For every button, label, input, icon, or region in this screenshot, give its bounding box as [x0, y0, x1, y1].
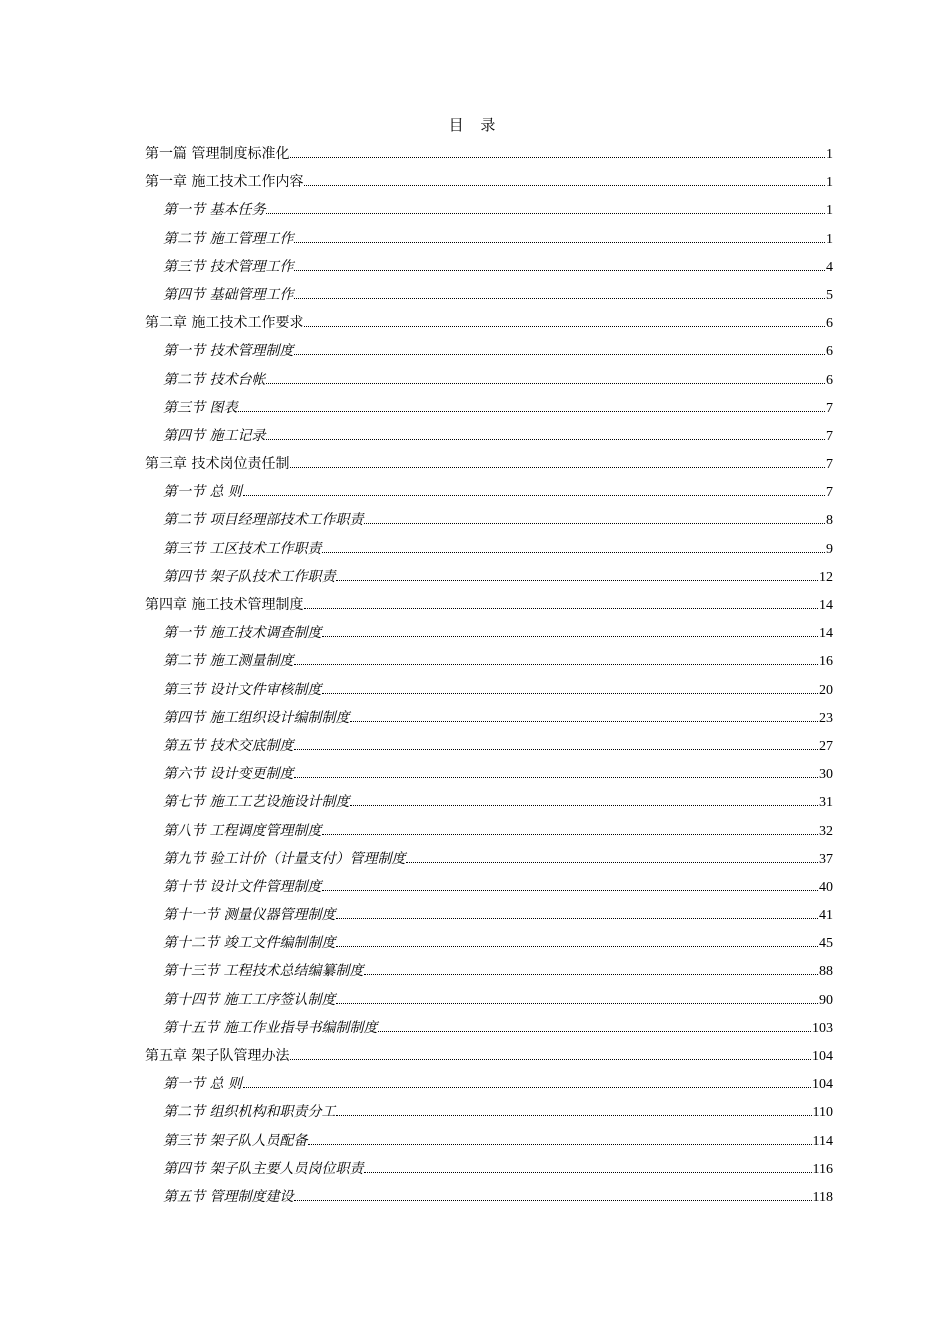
- dot-leader: [294, 354, 825, 355]
- toc-entry-label: 第六节 设计变更制度: [163, 766, 294, 783]
- dot-leader: [304, 185, 825, 186]
- toc-entry-page-number: 9: [826, 541, 833, 557]
- dot-leader: [238, 411, 825, 412]
- toc-entry-section[interactable]: [145, 196, 833, 224]
- toc-entry-label: 第三章 技术岗位责任制: [145, 456, 290, 473]
- toc-entry-label: 第二节 组织机构和职责分工: [163, 1104, 336, 1121]
- toc-entry-label: 第四节 施工组织设计编制制度: [163, 709, 350, 726]
- toc-entry-section[interactable]: [145, 394, 833, 422]
- toc-entry-label: 第二节 施工测量制度: [163, 653, 294, 670]
- dot-leader: [243, 1087, 811, 1088]
- toc-entry-page-number: 1: [826, 203, 833, 219]
- toc-entry-page-number: 41: [819, 908, 833, 924]
- toc-entry-page-number: 90: [819, 992, 833, 1008]
- dot-leader: [294, 777, 818, 778]
- toc-entry-page-number: 6: [826, 372, 833, 388]
- toc-entry-page-number: 37: [819, 851, 833, 867]
- toc-entry-chapter[interactable]: [145, 168, 833, 196]
- toc-list: [145, 140, 833, 1211]
- toc-entry-page-number: 14: [819, 626, 833, 642]
- toc-entry-section[interactable]: [145, 1155, 833, 1183]
- toc-entry-label: 第三节 图表: [163, 399, 238, 416]
- toc-entry-label: 第一节 总 则: [163, 484, 242, 501]
- toc-entry-section[interactable]: [145, 760, 833, 788]
- dot-leader: [378, 1031, 811, 1032]
- toc-entry-label: 第一节 技术管理制度: [163, 343, 294, 360]
- toc-entry-section[interactable]: [145, 1098, 833, 1126]
- toc-title: 目 录: [448, 116, 502, 134]
- dot-leader: [364, 1172, 811, 1173]
- toc-entry-label: 第三节 技术管理工作: [163, 258, 294, 275]
- toc-entry-page-number: 20: [819, 682, 833, 698]
- dot-leader: [336, 1115, 811, 1116]
- toc-entry-label: 第三节 架子队人员配备: [163, 1132, 308, 1149]
- toc-entry-page-number: 7: [826, 485, 833, 501]
- toc-entry-section[interactable]: [145, 253, 833, 281]
- dot-leader: [266, 383, 825, 384]
- toc-entry-section[interactable]: [145, 337, 833, 365]
- dot-leader: [290, 157, 825, 158]
- dot-leader: [294, 1200, 811, 1201]
- toc-entry-page-number: 7: [826, 428, 833, 444]
- toc-entry-label: 第二章 施工技术工作要求: [145, 315, 304, 332]
- toc-entry-label: 第二节 项目经理部技术工作职责: [163, 512, 364, 529]
- toc-entry-section[interactable]: [145, 704, 833, 732]
- toc-entry-page-number: 45: [819, 936, 833, 952]
- toc-entry-label: 第十节 设计文件管理制度: [163, 878, 322, 895]
- dot-leader: [304, 326, 825, 327]
- toc-entry-label: 第五节 技术交底制度: [163, 737, 294, 754]
- toc-entry-chapter[interactable]: [145, 309, 833, 337]
- dot-leader: [336, 580, 818, 581]
- toc-entry-chapter[interactable]: [145, 450, 833, 478]
- dot-leader: [322, 834, 818, 835]
- toc-entry-section[interactable]: [145, 929, 833, 957]
- toc-entry-section[interactable]: [145, 506, 833, 534]
- toc-entry-section[interactable]: [145, 732, 833, 760]
- toc-entry-label: 第四节 架子队主要人员岗位职责: [163, 1160, 364, 1177]
- toc-entry-section[interactable]: [145, 619, 833, 647]
- toc-entry-page-number: 7: [826, 400, 833, 416]
- dot-leader: [290, 1059, 811, 1060]
- toc-entry-section[interactable]: [145, 845, 833, 873]
- toc-entry-page-number: 27: [819, 738, 833, 754]
- toc-entry-section[interactable]: [145, 422, 833, 450]
- dot-leader: [243, 495, 825, 496]
- dot-leader: [308, 1144, 811, 1145]
- toc-entry-page-number: 1: [826, 231, 833, 247]
- dot-leader: [336, 946, 818, 947]
- toc-entry-label: 第七节 施工工艺设施设计制度: [163, 794, 350, 811]
- toc-entry-page-number: 110: [812, 1105, 833, 1121]
- toc-entry-page-number: 32: [819, 823, 833, 839]
- toc-entry-section[interactable]: [145, 817, 833, 845]
- toc-entry-section[interactable]: [145, 647, 833, 675]
- toc-entry-label: 第四节 架子队技术工作职责: [163, 568, 336, 585]
- toc-entry-section[interactable]: [145, 986, 833, 1014]
- toc-entry-label: 第一章 施工技术工作内容: [145, 174, 304, 191]
- toc-entry-page-number: 1: [826, 175, 833, 191]
- toc-entry-page-number: 103: [812, 1020, 833, 1036]
- toc-entry-section[interactable]: [145, 535, 833, 563]
- toc-entry-page-number: 118: [812, 1189, 833, 1205]
- dot-leader: [322, 693, 818, 694]
- toc-entry-page-number: 104: [812, 1077, 833, 1093]
- toc-entry-label: 第二节 技术台帐: [163, 371, 266, 388]
- toc-entry-label: 第八节 工程调度管理制度: [163, 822, 322, 839]
- dot-leader: [322, 890, 818, 891]
- toc-entry-label: 第十二节 竣工文件编制制度: [163, 935, 336, 952]
- toc-entry-label: 第五节 管理制度建设: [163, 1188, 294, 1205]
- toc-entry-section[interactable]: [145, 788, 833, 816]
- dot-leader: [294, 298, 825, 299]
- toc-entry-section[interactable]: [145, 225, 833, 253]
- toc-entry-label: 第十五节 施工作业指导书编制制度: [163, 1019, 378, 1036]
- toc-entry-section[interactable]: [145, 1070, 833, 1098]
- toc-entry-label: 第一节 施工技术调查制度: [163, 625, 322, 642]
- toc-entry-label: 第十一节 测量仪器管理制度: [163, 907, 336, 924]
- toc-entry-label: 第四章 施工技术管理制度: [145, 597, 304, 613]
- toc-entry-section[interactable]: [145, 1127, 833, 1155]
- toc-entry-section[interactable]: [145, 676, 833, 704]
- toc-entry-page-number: 7: [826, 457, 833, 473]
- dot-leader: [350, 721, 818, 722]
- dot-leader: [322, 552, 825, 553]
- toc-entry-chapter[interactable]: [145, 591, 833, 619]
- toc-entry-label: 第一节 基本任务: [163, 202, 266, 219]
- dot-leader: [336, 918, 818, 919]
- toc-entry-label: 第二节 施工管理工作: [163, 230, 294, 247]
- toc-entry-label: 第九节 验工计价（计量支付）管理制度: [163, 850, 406, 867]
- toc-entry-section[interactable]: [145, 366, 833, 394]
- toc-entry-section[interactable]: [145, 478, 833, 506]
- toc-entry-page-number: 5: [826, 287, 833, 303]
- dot-leader: [294, 242, 825, 243]
- toc-entry-section[interactable]: [145, 957, 833, 985]
- toc-entry-page-number: 14: [819, 598, 833, 613]
- toc-entry-page-number: 8: [826, 513, 833, 529]
- toc-entry-section[interactable]: [145, 563, 833, 591]
- toc-entry-section[interactable]: [145, 901, 833, 929]
- toc-entry-page-number: 40: [819, 879, 833, 895]
- toc-entry-label: 第一节 总 则: [163, 1076, 242, 1093]
- dot-leader: [304, 608, 818, 609]
- toc-entry-page-number: 114: [812, 1133, 833, 1149]
- dot-leader: [294, 270, 825, 271]
- dot-leader: [290, 467, 825, 468]
- toc-entry-page-number: 1: [826, 147, 833, 162]
- toc-entry-chapter[interactable]: [145, 1042, 833, 1070]
- toc-entry-page-number: 4: [826, 259, 833, 275]
- toc-entry-label: 第四节 施工记录: [163, 427, 266, 444]
- dot-leader: [266, 439, 825, 440]
- toc-entry-page-number: 16: [819, 654, 833, 670]
- dot-leader: [294, 664, 818, 665]
- toc-entry-page-number: 30: [819, 767, 833, 783]
- toc-entry-label: 第四节 基础管理工作: [163, 286, 294, 303]
- toc-entry-chapter[interactable]: [145, 140, 833, 168]
- toc-entry-label: 第一篇 管理制度标准化: [145, 146, 290, 162]
- toc-entry-label: 第三节 工区技术工作职责: [163, 540, 322, 557]
- toc-entry-page-number: 12: [819, 569, 833, 585]
- toc-entry-section[interactable]: [145, 873, 833, 901]
- dot-leader: [336, 1003, 818, 1004]
- dot-leader: [322, 636, 818, 637]
- toc-entry-label: 第十三节 工程技术总结编纂制度: [163, 963, 364, 980]
- dot-leader: [266, 213, 825, 214]
- toc-entry-section[interactable]: [145, 1014, 833, 1042]
- toc-entry-page-number: 6: [826, 344, 833, 360]
- toc-entry-label: 第十四节 施工工序签认制度: [163, 991, 336, 1008]
- toc-entry-label: 第五章 架子队管理办法: [145, 1048, 290, 1064]
- dot-leader: [406, 862, 818, 863]
- toc-entry-page-number: 6: [826, 316, 833, 332]
- toc-entry-page-number: 23: [819, 710, 833, 726]
- toc-entry-label: 第三节 设计文件审核制度: [163, 681, 322, 698]
- toc-entry-page-number: 88: [819, 964, 833, 980]
- toc-entry-section[interactable]: [145, 281, 833, 309]
- toc-entry-page-number: 104: [812, 1049, 833, 1064]
- toc-entry-section[interactable]: [145, 1183, 833, 1211]
- toc-entry-page-number: 116: [812, 1161, 833, 1177]
- dot-leader: [364, 523, 825, 524]
- toc-entry-page-number: 31: [819, 795, 833, 811]
- dot-leader: [350, 805, 818, 806]
- dot-leader: [364, 974, 818, 975]
- dot-leader: [294, 749, 818, 750]
